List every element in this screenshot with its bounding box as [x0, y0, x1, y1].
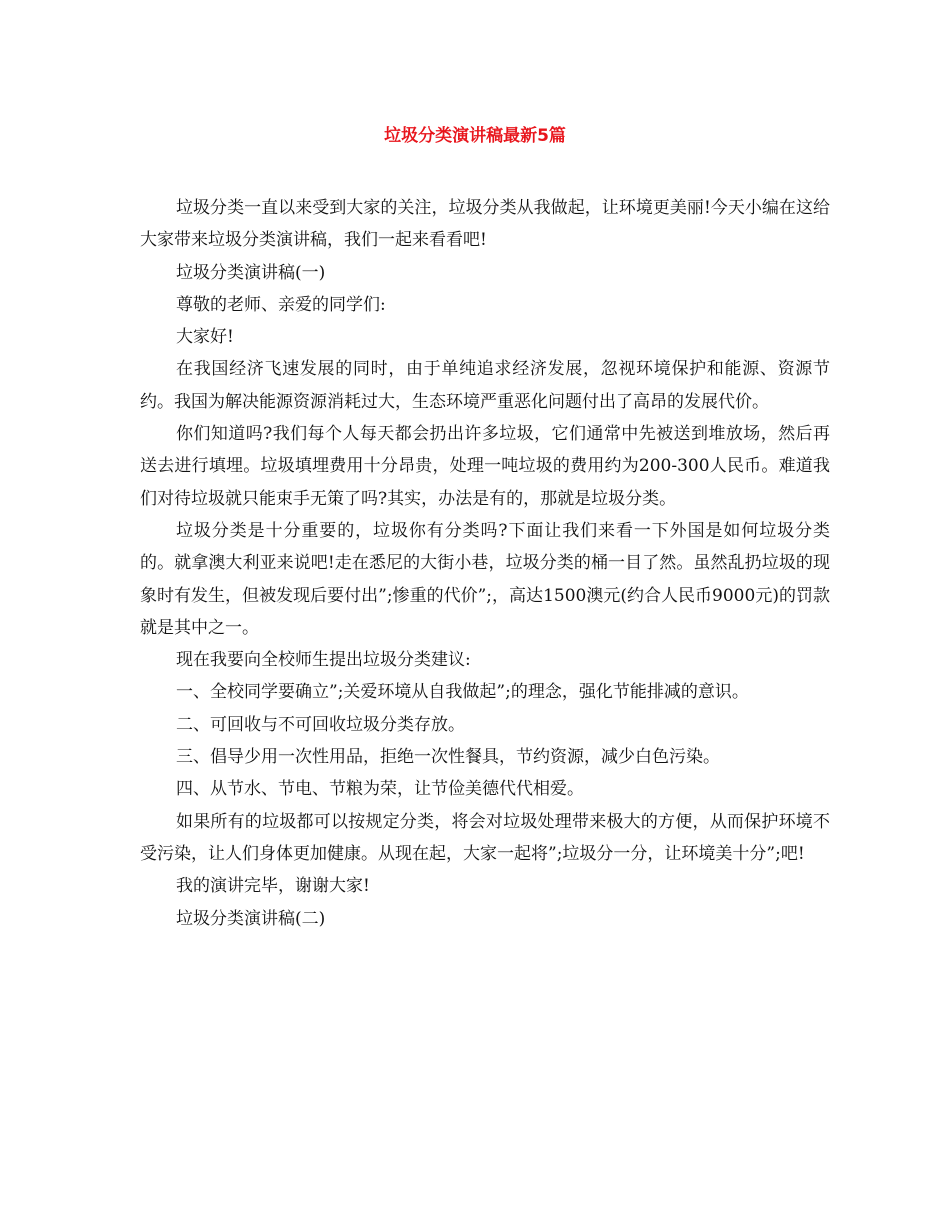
closing: 我的演讲完毕，谢谢大家!	[176, 876, 370, 897]
suggestion-item: 二、可回收与不可回收垃圾分类存放。	[176, 714, 465, 735]
paragraph: 现在我要向全校师生提出垃圾分类建议:	[176, 650, 471, 671]
suggestion-item: 三、倡导少用一次性用品，拒绝一次性餐具，节约资源，减少白色污染。	[176, 747, 720, 768]
paragraph: 在我国经济飞速发展的同时，由于单纯追求经济发展，忽视环境保护和能源、资源节约。我国为解决能源资源消耗过大，生态环境严重恶化问题付出了高昂的发展代价。	[140, 359, 830, 412]
paragraph-intro: 垃圾分类一直以来受到大家的关注，垃圾分类从我做起，让环境更美丽!今天小编在这给大家带来垃圾分类演讲稿，我们一起来看看吧!	[140, 198, 830, 251]
paragraph: 如果所有的垃圾都可以按规定分类，将会对垃圾处理带来极大的方便，从而保护环境不受污染，让人们身体更加健康。从现在起，大家一起将”;垃圾分一分，让环境美十分”;吧!	[140, 811, 830, 864]
section-heading-1: 垃圾分类演讲稿(一)	[176, 262, 326, 283]
suggestion-item: 四、从节水、节电、节粮为荣，让节俭美德代代相爱。	[176, 779, 584, 800]
paragraph: 你们知道吗?我们每个人每天都会扔出许多垃圾，它们通常中先被送到堆放场，然后再送去进行填埋。垃圾填埋费用十分昂贵，处理一吨垃圾的费用约为200-300人民币。难道我们对待垃圾就只能束手无策了吗?其实，办法是有的，那就是垃圾分类。	[140, 424, 830, 509]
greeting: 大家好!	[176, 327, 234, 348]
paragraph: 垃圾分类是十分重要的，垃圾你有分类吗?下面让我们来看一下外国是如何垃圾分类的。就拿澳大利亚来说吧!走在悉尼的大街小巷，垃圾分类的桶一目了然。虽然乱扔垃圾的现象时有发生，但被发现后要付出”;惨重的代价”;，高达1500澳元(约合人民币9000元)的罚款就是其中之一。	[140, 520, 830, 638]
suggestion-item: 一、全校同学要确立”;关爱环境从自我做起”;的理念，强化节能排减的意识。	[176, 682, 749, 703]
document-body	[140, 192, 830, 935]
section-heading-2: 垃圾分类演讲稿(二)	[176, 908, 326, 929]
salutation: 尊敬的老师、亲爱的同学们:	[176, 294, 386, 315]
document-title: 垃圾分类演讲稿最新5篇	[384, 126, 566, 146]
